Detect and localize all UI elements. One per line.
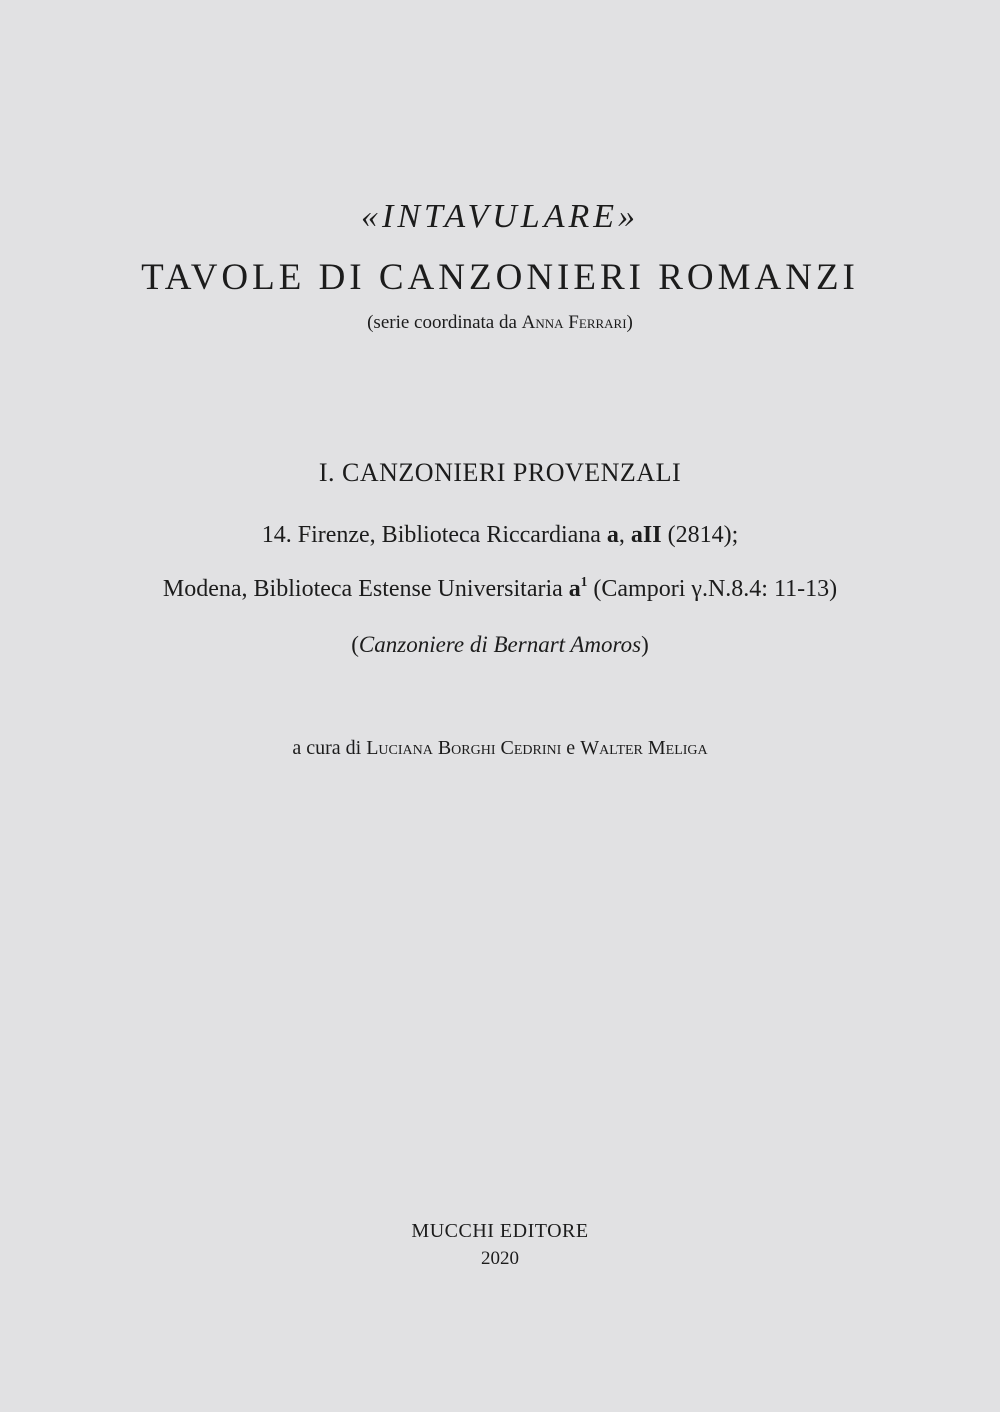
subtitle-text: Canzoniere di Bernart Amoros <box>358 632 642 657</box>
series-coordination <box>0 312 1000 334</box>
coordinator-name: Anna Ferrari <box>521 312 627 333</box>
modena-place: Modena, Biblioteca Estense Universitaria <box>162 576 563 602</box>
publisher-name: MUCCHI EDITORE <box>411 1220 589 1242</box>
sigla-aII: aII <box>630 522 662 548</box>
subtitle-close-paren: ) <box>641 632 649 657</box>
volume-shelfmark: (2814); <box>667 522 739 548</box>
volume-subtitle <box>0 632 1000 658</box>
coordination-prefix: (serie coordinata da <box>367 312 517 333</box>
sigla-a: a <box>606 522 619 548</box>
collection-title: TAVOLE DI CANZONIERI ROMANZI <box>141 257 859 298</box>
section-title: I. CANZONIERI PROVENZALI <box>318 458 682 487</box>
modena-shelfmark: (Campori γ.N.8.4: 11-13) <box>593 576 838 602</box>
volume-title-firenze <box>0 522 1000 549</box>
volume-title-modena <box>0 576 1000 603</box>
volume-place: 14. Firenze, Biblioteca Riccardiana <box>261 522 601 548</box>
editor-name-2: Walter Meliga <box>580 737 708 759</box>
editor-name-1: Luciana Borghi Cedrini <box>366 737 562 759</box>
sigla-a1 <box>569 576 588 602</box>
coordination-suffix: ) <box>626 312 633 333</box>
series-title: «INTAVULARE» <box>361 198 639 235</box>
sigla-a1-letter: a <box>568 576 581 602</box>
editors-line <box>0 737 1000 760</box>
sigla-a1-superscript: 1 <box>580 574 588 590</box>
editors-conjunction: e <box>566 737 576 759</box>
subtitle-open-paren: ( <box>351 632 359 657</box>
publication-year: 2020 <box>481 1248 519 1269</box>
sigla-separator: , <box>618 522 625 548</box>
editors-prefix: a cura di <box>292 737 362 759</box>
